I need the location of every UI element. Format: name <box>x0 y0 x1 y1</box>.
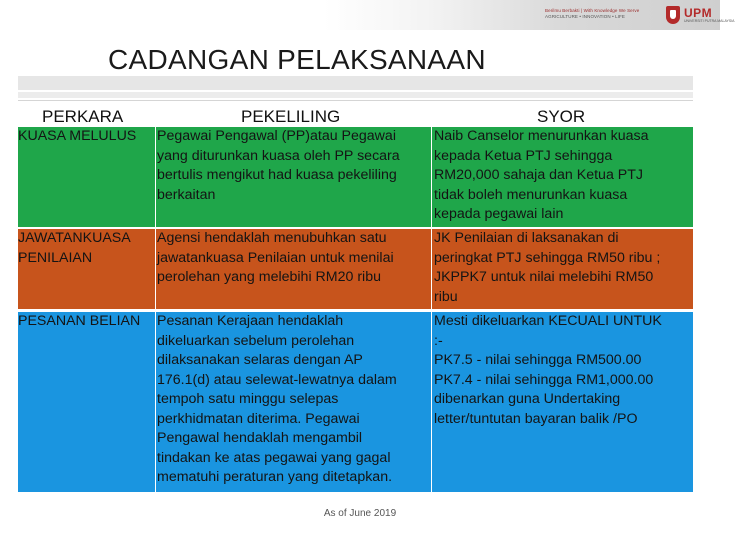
cell-line: Pesanan Kerajaan hendaklah <box>157 313 344 329</box>
upm-crest-icon <box>666 6 680 24</box>
cell-syor <box>431 312 693 492</box>
logo-subtext: UNIVERSITI PUTRA MALAYSIA <box>684 19 735 23</box>
cell-line: RM20,000 sahaja dan Ketua PTJ <box>434 167 644 183</box>
tagline-line-1: Berilmu Berbakti | With Knowledge We Serve <box>545 8 640 13</box>
cell-line: JAWATANKUASA <box>18 230 131 246</box>
cell-line: PK7.4 - nilai sehingga RM1,000.00 <box>434 371 654 388</box>
cell-line: Agensi hendaklah menubuhkan satu <box>157 230 387 246</box>
university-tagline <box>545 8 660 20</box>
cell-line: tidak boleh menurunkan kuasa <box>434 186 628 203</box>
cell-pekeliling <box>155 312 431 492</box>
table-top-band-2 <box>18 92 693 98</box>
cell-line: peringkat PTJ sehingga RM50 ribu ; <box>434 249 661 266</box>
cell-line: JK Penilaian di laksanakan di <box>434 230 619 246</box>
cell-line: JKPPK7 untuk nilai melebihi RM50 <box>434 269 654 285</box>
cell-perkara <box>18 229 154 309</box>
tagline-line-2: AGRICULTURE • INNOVATION • LIFE <box>545 14 626 19</box>
cell-line: :- <box>434 332 443 349</box>
cell-line: perkhidmatan diterima. Pegawai <box>157 410 360 427</box>
column-header-pekeliling: PEKELILING <box>241 107 341 126</box>
cell-line: Mesti dikeluarkan KECUALI UNTUK <box>434 313 662 329</box>
cell-line: perolehan yang melebihi RM20 ribu <box>157 269 381 285</box>
cell-line: 176.1(d) atau selewat-lewatnya dalam <box>157 371 397 388</box>
table-top-band <box>18 76 693 90</box>
page-title: CADANGAN PELAKSANAAN <box>108 44 486 75</box>
upm-logo <box>666 4 735 26</box>
table-header <box>18 100 693 127</box>
table-row-pesanan-belian <box>18 312 693 492</box>
cell-line: KUASA MELULUS <box>18 128 137 144</box>
cell-line: kepada pegawai lain <box>434 206 564 222</box>
cell-pekeliling <box>155 229 431 309</box>
cell-line: ribu <box>434 288 458 305</box>
column-header-syor: SYOR <box>537 107 586 126</box>
cell-line: bertulis mengikut had kuasa pekeliling <box>157 167 397 183</box>
logo-text: UPM <box>684 6 713 20</box>
footer-date: As of June 2019 <box>323 508 397 519</box>
cell-line: berkaitan <box>157 186 216 203</box>
cell-line: dibenarkan guna Undertaking <box>434 391 621 407</box>
column-header-perkara: PERKARA <box>42 107 124 126</box>
cell-line: Pengawal hendaklah mengambil <box>157 430 363 446</box>
cell-line: tempoh satu minggu selepas <box>157 391 339 407</box>
cell-line: tindakan ke atas pegawai yang gagal <box>157 449 391 466</box>
table-row-jawatankuasa-penilaian <box>18 229 693 309</box>
cell-syor <box>431 229 693 309</box>
cell-perkara <box>18 127 154 227</box>
cell-line: Naib Canselor menurunkan kuasa <box>434 128 649 144</box>
cell-line: letter/tuntutan bayaran balik /PO <box>434 410 638 427</box>
cell-syor <box>431 127 693 227</box>
cell-line: PK7.5 - nilai sehingga RM500.00 <box>434 352 642 368</box>
cell-line: PENILAIAN <box>18 249 93 266</box>
cell-line: dikeluarkan sebelum perolehan <box>157 332 355 349</box>
cell-line: PESANAN BELIAN <box>18 313 141 329</box>
cell-perkara <box>18 312 154 492</box>
cell-line: dilaksanakan selaras dengan AP <box>157 352 363 368</box>
cell-line: kepada Ketua PTJ sehingga <box>434 147 613 164</box>
cell-line: yang diturunkan kuasa oleh PP secara <box>157 147 400 164</box>
table-row-kuasa-melulus <box>18 127 693 227</box>
cell-line: jawatankuasa Penilaian untuk menilai <box>157 249 394 266</box>
cell-pekeliling <box>155 127 431 227</box>
cell-line: mematuhi peraturan yang ditetapkan. <box>157 469 393 485</box>
cell-line: Pegawai Pengawal (PP)atau Pegawai <box>157 128 396 144</box>
